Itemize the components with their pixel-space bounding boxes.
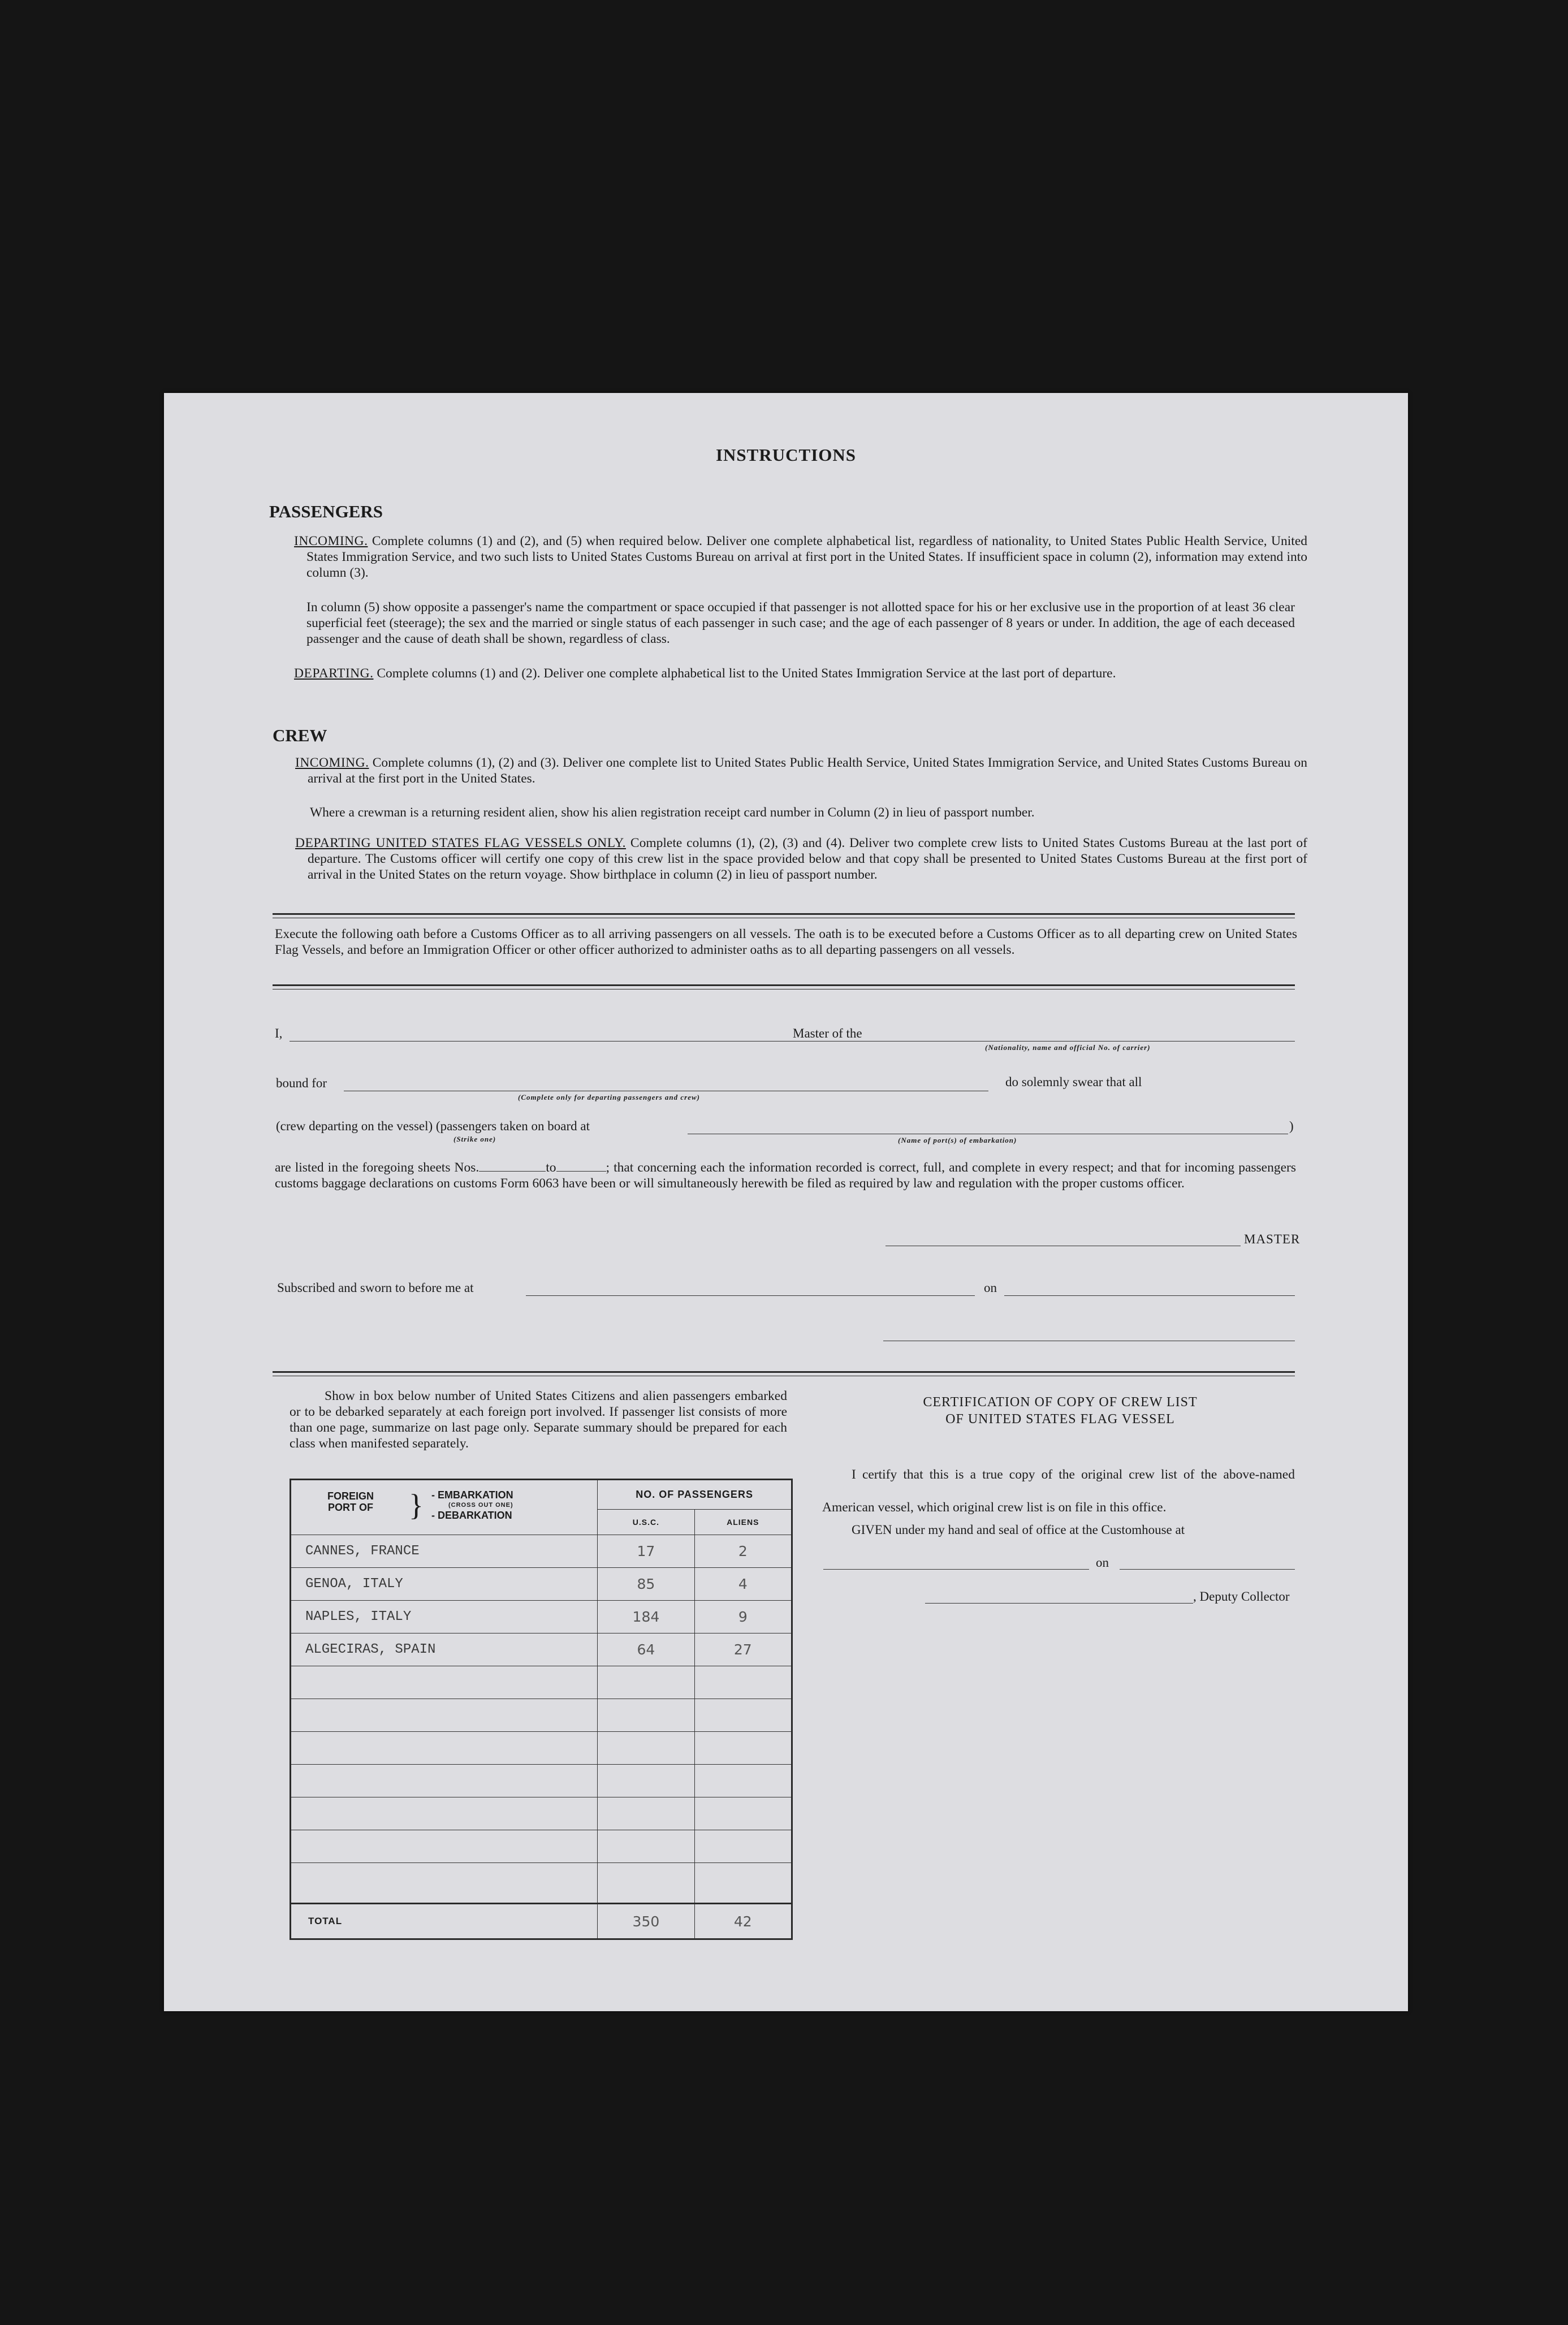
- port-cell[interactable]: [291, 1765, 598, 1797]
- port-cell[interactable]: ALGECIRAS, SPAIN: [291, 1633, 598, 1666]
- given-text: GIVEN under my hand and seal of office at the Customhouse at: [852, 1523, 1185, 1537]
- brace-icon: }: [409, 1488, 424, 1522]
- port-cell[interactable]: GENOA, ITALY: [291, 1568, 598, 1601]
- table-row: [291, 1765, 792, 1797]
- strike-one-caption: (Strike one): [453, 1135, 496, 1143]
- header-embark: - EMBARKATION: [431, 1489, 513, 1501]
- header-debark: - DEBARKATION: [431, 1510, 512, 1521]
- certification-title-1: CERTIFICATION OF COPY OF CREW LIST: [923, 1395, 1198, 1410]
- form-page: [164, 393, 1408, 2011]
- subscribed-label: Subscribed and sworn to before me at: [277, 1281, 474, 1295]
- crew-incoming-text: Complete columns (1), (2) and (3). Deliver one complete list to United States Public Health Service, United States Immigration Service, and United States Customs Bureau on arrival at the first port in the United States.: [308, 755, 1307, 786]
- master-label: MASTER: [1244, 1232, 1301, 1246]
- port-cell[interactable]: [291, 1699, 598, 1732]
- usc-cell[interactable]: [598, 1797, 694, 1830]
- passengers-departing-text: Complete columns (1) and (2). Deliver one complete alphabetical list to the United States Immigration Service at the last port of departure.: [377, 666, 1116, 681]
- customhouse-line[interactable]: [823, 1569, 1089, 1570]
- oath-i-label: I,: [275, 1026, 283, 1040]
- crew-departing: [295, 835, 1307, 883]
- passengers-incoming: [294, 533, 1307, 581]
- sheet-to-line[interactable]: [556, 1171, 606, 1172]
- master-of-label: Master of the: [793, 1026, 862, 1040]
- swear-label: do solemnly swear that all: [1005, 1075, 1142, 1089]
- header-aliens: ALIENS: [694, 1509, 792, 1535]
- table-row: [291, 1535, 792, 1568]
- sworn-on-label: on: [984, 1281, 997, 1295]
- usc-cell[interactable]: [598, 1830, 694, 1863]
- table-row: [291, 1666, 792, 1699]
- sworn-place-line[interactable]: [526, 1295, 975, 1296]
- total-aliens[interactable]: 42: [694, 1904, 792, 1939]
- cert-on-label: on: [1096, 1555, 1109, 1570]
- port-cell[interactable]: NAPLES, ITALY: [291, 1601, 598, 1633]
- aliens-cell[interactable]: 2: [694, 1535, 792, 1568]
- total-usc[interactable]: 350: [598, 1904, 694, 1939]
- table-row: [291, 1699, 792, 1732]
- total-label: TOTAL: [291, 1904, 598, 1939]
- port-header-cell: [291, 1480, 598, 1535]
- usc-cell[interactable]: 184: [598, 1601, 694, 1633]
- summary-instructions: Show in box below number of United States Citizens and alien passengers embarked or to be debarked separately at each foreign port involved. If passenger list consists of more than one page, summarize on last page only. Separate summary should be prepared for each class when manifested separately.: [290, 1389, 787, 1451]
- crew-resident: Where a crewman is a returning resident alien, show his alien registration receipt card number in Column (2) in lieu of passport number.: [310, 805, 1035, 820]
- complete-caption: (Complete only for departing passengers and crew): [518, 1093, 700, 1101]
- passengers-departing: [294, 665, 1307, 681]
- carrier-line[interactable]: [882, 1041, 1295, 1042]
- header-crossout: (CROSS OUT ONE): [448, 1502, 513, 1509]
- master-name-line[interactable]: [290, 1041, 956, 1042]
- divider: [273, 1371, 1295, 1373]
- sworn-date-line[interactable]: [1004, 1295, 1295, 1296]
- table-row: [291, 1601, 792, 1633]
- port-cell[interactable]: CANNES, FRANCE: [291, 1535, 598, 1568]
- port-cell[interactable]: [291, 1797, 598, 1830]
- usc-cell[interactable]: [598, 1732, 694, 1765]
- crew-passengers-label: (crew departing on the vessel) (passengers taken on board at: [276, 1119, 590, 1133]
- aliens-cell[interactable]: [694, 1699, 792, 1732]
- listed-part-a: are listed in the foregoing sheets Nos.: [275, 1160, 480, 1175]
- aliens-cell[interactable]: [694, 1732, 792, 1765]
- certification-title-2: OF UNITED STATES FLAG VESSEL: [945, 1412, 1175, 1427]
- passengers-departing-lead: DEPARTING.: [294, 666, 374, 681]
- aliens-cell[interactable]: [694, 1666, 792, 1699]
- usc-cell[interactable]: [598, 1666, 694, 1699]
- header-port: FOREIGN PORT OF: [327, 1490, 374, 1513]
- oath-listed: [275, 1160, 1296, 1191]
- port-cell[interactable]: [291, 1732, 598, 1765]
- port-cell[interactable]: [291, 1863, 598, 1904]
- page-title: INSTRUCTIONS: [715, 445, 856, 465]
- passengers-incoming-text: Complete columns (1) and (2), and (5) when required below. Deliver one complete alphabetical list, regardless of nationality, to United States Public Health Service, United States Immigration Service, and two such lists to United States Customs Bureau on arrival at first port in the United States. If insufficient space in column (2), information may extend into column (3).: [306, 534, 1307, 580]
- table-row: [291, 1732, 792, 1765]
- usc-cell[interactable]: [598, 1699, 694, 1732]
- crew-incoming-lead: INCOMING.: [295, 755, 369, 770]
- sheet-from-line[interactable]: [479, 1171, 546, 1172]
- listed-part-b: ; that concerning each the information recorded is correct, full, and complete in every respect; and that for incoming passengers customs baggage declarations on customs Form 6063 have been or will simultaneously herewith be filed as required by law and regulation with the proper customs officer.: [275, 1160, 1296, 1191]
- table-row: [291, 1633, 792, 1666]
- table-row: [291, 1863, 792, 1904]
- table-row: [291, 1797, 792, 1830]
- deputy-signature-line[interactable]: [925, 1603, 1193, 1604]
- aliens-cell[interactable]: 4: [694, 1568, 792, 1601]
- header-usc: U.S.C.: [598, 1509, 694, 1535]
- usc-cell[interactable]: [598, 1863, 694, 1904]
- table-row: [291, 1568, 792, 1601]
- usc-cell[interactable]: [598, 1765, 694, 1797]
- port-cell[interactable]: [291, 1666, 598, 1699]
- bound-for-label: bound for: [276, 1076, 327, 1090]
- crew-departing-text: Complete columns (1), (2), (3) and (4). Deliver two complete crew lists to United States Customs Bureau at the last port of departure. The Customs officer will certify one copy of this crew list in the space provided below and that copy shall be presented to United States Customs Bureau at the first port of arrival in the United States on the return voyage. Show birthplace in column (2) in lieu of passport number.: [308, 836, 1307, 882]
- close-paren: ): [1289, 1119, 1294, 1133]
- port-cell[interactable]: [291, 1830, 598, 1863]
- passenger-summary-table: [290, 1479, 793, 1940]
- total-row: [291, 1904, 792, 1939]
- oath-intro: Execute the following oath before a Customs Officer as to all arriving passengers on all vessels. The oath is to be executed before a Customs Officer as to all departing crew on United States Flag Vessels, and before an Immigration Officer or other officer authorized to administer oaths as to all departing passengers on all vessels.: [275, 927, 1297, 957]
- listed-to: to: [546, 1160, 556, 1175]
- carrier-caption: (Nationality, name and official No. of carrier): [985, 1043, 1151, 1052]
- crew-heading: CREW: [273, 725, 327, 745]
- aliens-cell[interactable]: [694, 1765, 792, 1797]
- ports-caption: (Name of port(s) of embarkation): [898, 1136, 1017, 1144]
- aliens-cell[interactable]: 27: [694, 1633, 792, 1666]
- usc-cell[interactable]: 64: [598, 1633, 694, 1666]
- certification-text: I certify that this is a true copy of the original crew list of the above-named American vessel, which original crew list is on file in this office.: [822, 1467, 1295, 1515]
- aliens-cell[interactable]: [694, 1863, 792, 1904]
- header-no-passengers: NO. OF PASSENGERS: [598, 1480, 792, 1510]
- divider: [273, 913, 1295, 915]
- usc-cell[interactable]: 17: [598, 1535, 694, 1568]
- deputy-label: , Deputy Collector: [1193, 1589, 1290, 1604]
- crew-incoming: [295, 755, 1307, 786]
- table-row: [291, 1830, 792, 1863]
- crew-departing-lead: DEPARTING UNITED STATES FLAG VESSELS ONLY.: [295, 836, 627, 850]
- usc-cell[interactable]: 85: [598, 1568, 694, 1601]
- aliens-cell[interactable]: 9: [694, 1601, 792, 1633]
- passengers-incoming-lead: INCOMING.: [294, 534, 368, 548]
- cert-date-line[interactable]: [1120, 1569, 1295, 1570]
- divider: [273, 984, 1295, 986]
- passengers-column5: In column (5) show opposite a passenger's name the compartment or space occupied if that passenger is not allotted space for his or her exclusive use in the proportion of at least 36 clear superficial feet (steerage); the sex and the married or single status of each passenger in such case; and the age of each passenger of 8 years or under. In addition, the age of each deceased passenger and the cause of death shall be shown, regardless of class.: [306, 600, 1295, 646]
- aliens-cell[interactable]: [694, 1830, 792, 1863]
- aliens-cell[interactable]: [694, 1797, 792, 1830]
- passengers-heading: PASSENGERS: [269, 502, 383, 521]
